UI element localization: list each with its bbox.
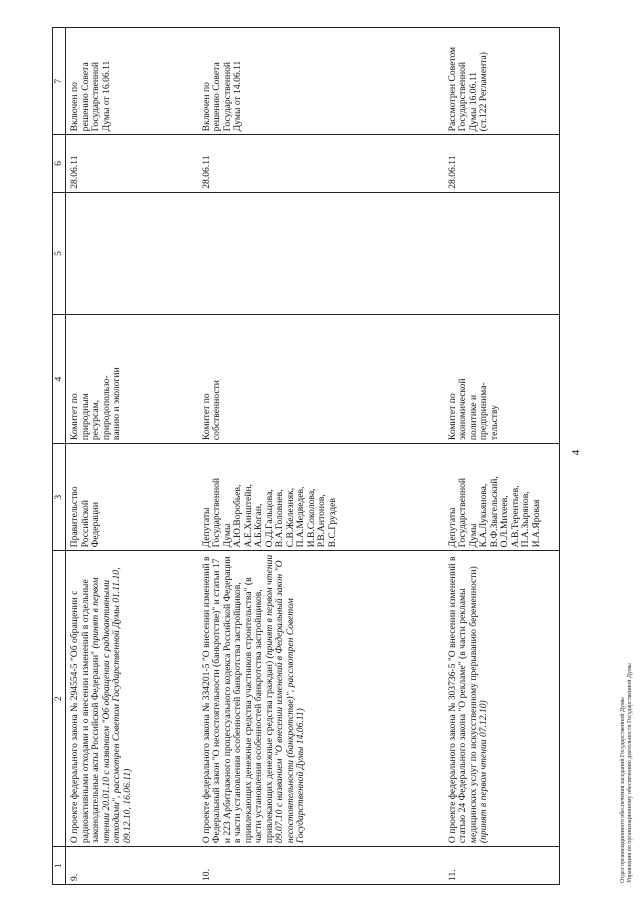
footnote-line: Отдел организационного обеспечения заседаний Государственной Думы [620,697,626,883]
responsible-committee [198,315,444,444]
bill-author-line: И.А.Яровая [530,499,542,548]
column-header-4: 4 [53,315,66,444]
footnote-line: Управления по организационному обеспечению деятельности Государственной Думы [627,663,633,883]
responsible-committee-line: ванию и экологии [111,367,122,441]
bill-author-line: Думы [221,523,233,548]
council-decision-line: Государственной [457,61,468,132]
row-number: 9. [66,847,198,885]
bill-name: О проекте федерального закона № 303736-5 "О внесении изменений в статью 24 Федерального закона "О рекламе" (в части рекламы медицинских услуг по искусственному прерыванию беременности) [446,556,479,844]
bill-author-line: А.Е.Хинштейн, [242,484,254,548]
bill-title [198,551,444,847]
bill-author [66,444,198,551]
column-5-cell [66,192,198,314]
bill-title [66,551,198,847]
bill-author [444,444,560,551]
session-date: 28.06.11 [198,135,444,192]
bill-author-line: П.А.Медведев, [295,486,306,548]
table-row [66,28,198,885]
council-decision-line: Государственной [221,61,233,132]
bill-author-line: К.А.Лукьянова, [478,483,489,548]
bill-name: О проекте федерального закона № 334201-5 "О внесении изменений в Федеральный закон "О несостоятельности (банкротстве)" и статьи 17 и 223 Арбитражного процессуального кодекса Российской Федерации в части установления особенностей банкротства застройщиков, привлекающих денежные средства участников строительства" (в части установления особенностей банкротства застройщиков, привлекающих денежные средства граждан) [200,556,275,844]
bill-author-line: Федерации [90,502,101,548]
column-header-7: 7 [53,28,66,135]
session-date: 28.06.11 [66,135,198,192]
responsible-committee-line: политике и [467,394,479,441]
table-row [444,28,560,885]
council-decision-line: Думы 16.06.11 [467,71,479,132]
responsible-committee-line: Комитет по [446,393,458,441]
council-decision [198,28,444,135]
bill-status-note: (принят в первом чтении 20.01.10 с названием "Об обращении с радиоактивными отходами", рассмотрен Советом Государственной Думы 01.11.10, 09.12.10, 16.06.11) [90,567,133,844]
bill-author-line: Депутаты [200,507,212,548]
column-5-cell [198,192,444,314]
row-number: 11. [444,847,560,885]
bill-name: О проекте федерального закона № 294554-5 "Об обращении с радиоактивными отходами и о внесении изменений в отдельные законодательные акты Российской Федерации" [69,579,101,844]
bill-author-line: Российской [79,500,91,548]
bill-status-note: (принят в первом чтении 09.07.10 с названием "О внесении изменений в Федеральный закон "О несостоятельности (банкротстве)", рассмотрен Советом Государственной Думы 14.06.11) [263,554,306,844]
bill-author-line: А.Ю.Воробьев, [232,484,243,548]
responsible-committee-line: тельству [488,405,500,441]
council-decision-line: Думы от 14.06.11 [232,60,243,132]
council-decision-line: Рассмотрен Советом [446,46,458,132]
responsible-committee-line: природным [79,393,91,441]
column-header-2: 2 [53,551,66,847]
council-decision [66,28,198,135]
column-5-cell [444,192,560,314]
bill-author-line: Депутаты [446,507,458,548]
bill-author-line: О.Л.Михеев, [499,495,510,548]
council-decision-line: решению Совета [211,62,222,132]
column-header-5: 5 [53,192,66,314]
council-decision-line: решению Совета [79,62,91,132]
council-decision-line: Включен по [200,82,212,132]
responsible-committee-line: экономической [457,378,468,441]
council-decision-line: (ст.122 Регламента) [478,52,489,132]
bill-status-note: (принят в первом чтении 07.12.10) [478,700,489,844]
responsible-committee-line: Комитет по [200,393,212,441]
bill-author-line: Государственной [211,477,222,548]
council-decision-line: Государственной [90,61,101,132]
bill-author-line: П.А.Зырянов, [520,491,531,548]
responsible-committee [66,315,198,444]
bill-author-line: В.С.Груздев [326,498,338,548]
responsible-committee-line: Комитет по [69,393,80,441]
column-header-6: 6 [53,135,66,192]
bill-author-line: Правительство [69,486,80,548]
responsible-committee-line: ресурсам, [90,399,101,441]
bill-author-line: А.Б.Коган, [253,503,264,548]
bill-author-line: А.В.Терентьев, [509,485,521,548]
row-number: 10. [198,847,444,885]
page-number: 4 [570,449,582,456]
column-header-1: 1 [53,847,66,885]
column-header-3: 3 [53,444,66,551]
responsible-committee [444,315,560,444]
council-decision-line: Включен по [69,82,80,132]
agenda-table [52,27,560,885]
bill-author-line: Р.В.Антонов, [316,494,327,548]
bill-author [198,444,444,551]
bill-author-line: Думы [467,523,479,548]
responsible-committee-line: собственности [211,380,222,441]
bill-author-line: В.Ф.Звагельский, [488,476,500,548]
council-decision-line: Думы от 16.06.11 [100,60,112,132]
responsible-committee-line: предпринима- [478,382,489,441]
bill-author-line: С.В.Железняк, [284,487,296,548]
table-header-row [53,28,66,885]
bill-title [444,551,560,847]
responsible-committee-line: природопользо- [100,375,112,441]
council-decision [444,28,560,135]
bill-author-line: Государственной [457,477,468,548]
session-date: 28.06.11 [444,135,560,192]
bill-author-line: И.В.Соколова, [305,488,317,548]
bill-author-line: О.Д.Гальцова, [263,489,275,548]
bill-author-line: В.А.Головнев, [274,489,285,548]
table-row [198,28,444,885]
footnote [620,663,634,883]
